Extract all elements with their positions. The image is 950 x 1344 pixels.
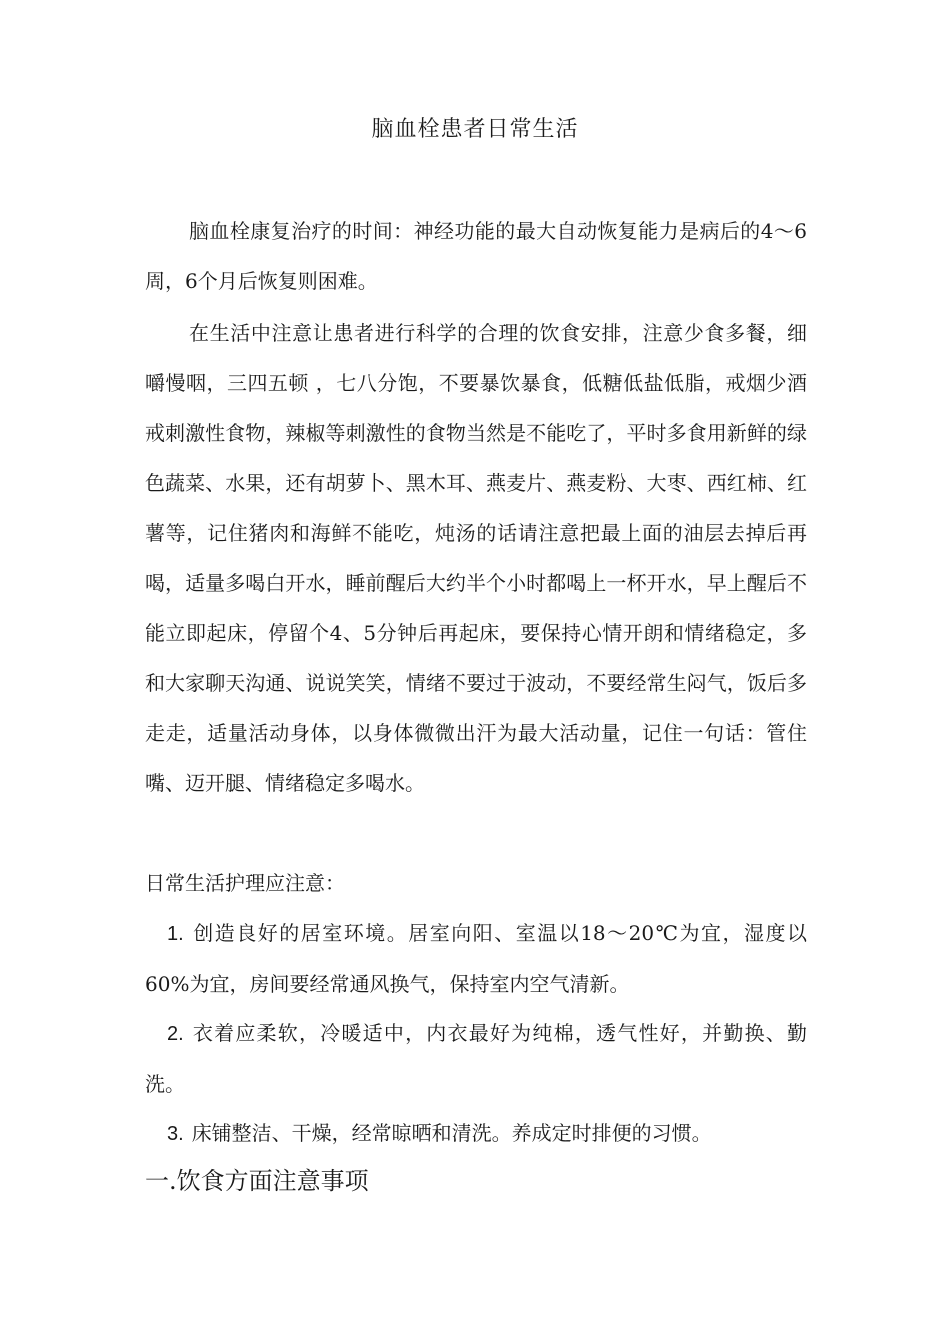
list-number: 3. [167,1123,184,1145]
care-list-item [145,908,807,1009]
list-item-text: 创造良好的居室环境。居室向阳、室温以18～20℃为宜，湿度以60%为宜，房间要经常通风换气，保持室内空气清新。 [145,921,807,996]
care-list-item [145,1108,807,1159]
list-item-text: 衣着应柔软，冷暖适中，内衣最好为纯棉，透气性好，并勤换、勤洗。 [145,1021,807,1096]
care-label: 日常生活护理应注意： [145,871,345,895]
paragraph-diet-lifestyle [145,308,807,808]
list-item-text: 床铺整洁、干燥，经常晾晒和清洗。养成定时排便的习惯。 [191,1121,712,1145]
care-list-item [145,1008,807,1109]
paragraph-recovery-time [145,206,807,306]
document-title: 脑血栓患者日常生活 [371,117,579,142]
list-number: 2. [167,1023,184,1045]
paragraph-text: 脑血栓康复治疗的时间：神经功能的最大自动恢复能力是病后的4～6周，6个月后恢复则困难。 [145,219,807,293]
section-heading: 一.饮食方面注意事项 [145,1167,369,1195]
paragraph-text: 在生活中注意让患者进行科学的合理的饮食安排，注意少食多餐，细嚼慢咽，三四五顿 ，七八分饱，不要暴饮暴食，低糖低盐低脂，戒烟少酒戒刺激性食物，辣椒等刺激性的食物当然是不能吃了，平时多食用新鲜的绿色蔬菜、水果，还有胡萝卜、黑木耳、燕麦片、燕麦粉、大枣、西红柿、红薯等，记住猪肉和海鲜不能吃，炖汤的话请注意把最上面的油层去掉后再喝，适量多喝白开水，睡前醒后大约半个小时都喝上一杯开水，早上醒后不能立即起床，停留个4、5分钟后再起床，要保持心情开朗和情绪稳定，多和大家聊天沟通、说说笑笑，情绪不要过于波动，不要经常生闷气，饭后多走走，适量活动身体，以身体微微出汗为最大活动量，记住一句话：管住嘴、迈开腿、情绪稳定多喝水。 [145,321,807,795]
list-number: 1. [167,923,184,945]
